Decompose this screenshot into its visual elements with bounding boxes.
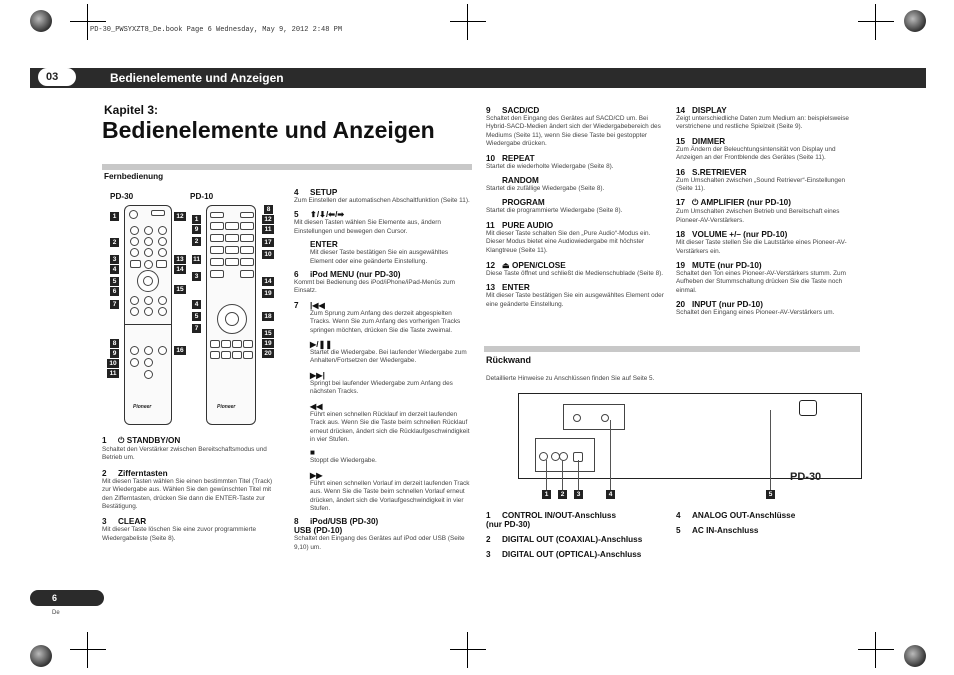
remote-pd30-illustration <box>124 205 172 425</box>
item-entry <box>294 401 472 445</box>
item-title-text: ANALOG OUT-Anschlüsse <box>692 511 796 520</box>
item-number: 5 <box>676 526 681 535</box>
callout-19: 19 <box>262 289 274 298</box>
item-title <box>676 198 860 208</box>
item-entry <box>676 511 856 520</box>
item-number: 6 <box>294 270 299 280</box>
rear-items-right <box>676 511 856 541</box>
callout-line <box>562 460 563 490</box>
item-entry <box>486 550 666 559</box>
item-description: Zeigt unterschiedliche Daten zum Medium an: beispielsweise verstrichene und restliche Spielzeit (Seite 9). <box>676 115 849 131</box>
page-title: Bedienelemente und Anzeigen <box>102 117 435 143</box>
item-title <box>486 198 664 207</box>
item-entry <box>676 168 860 194</box>
item-title <box>294 270 472 279</box>
item-list-col2 <box>294 188 472 556</box>
item-number: 1 <box>102 436 107 445</box>
item-entry <box>294 517 472 552</box>
item-entry <box>486 511 666 529</box>
item-title <box>486 283 664 292</box>
item-entry <box>486 260 664 278</box>
item-title-text: MUTE (nur PD-10) <box>692 261 762 271</box>
item-number: 20 <box>676 300 686 310</box>
item-title-text: INPUT (nur PD-10) <box>692 300 763 310</box>
item-title-text: Zifferntasten <box>118 468 168 478</box>
item-description: Zum Sprung zum Anfang des derzeit abgespielten Tracks. Wenn Sie zum Anfang des vorherigen Tracks springen möchten, drücken Sie die Taste zweimal. <box>310 309 461 334</box>
item-entry <box>676 137 860 163</box>
item-number: 5 <box>294 210 299 220</box>
remote-pd10-illustration <box>206 205 256 425</box>
callout-16: 16 <box>174 346 186 355</box>
item-title <box>486 154 664 163</box>
callout-6: 6 <box>110 287 119 296</box>
item-description: Zum Umschalten zwischen Betrieb und Bereitschaft eines Pioneer-AV-Verstärkers. <box>676 208 840 224</box>
item-description: Führt einen schnellen Vorlauf im derzeit laufenden Track aus. Wenn Sie die Taste beim schnellen Vorlauf erneut drücken, ändert sich die Vorlaufgeschwindigkeit in vier Stufen. <box>310 479 470 512</box>
item-title-text: DIGITAL OUT (OPTICAL)-Anschluss <box>502 550 642 559</box>
item-entry <box>102 517 278 543</box>
item-description: Zum Umschalten zwischen „Sound Retriever“-Einstellungen (Seite 11). <box>676 176 846 193</box>
item-number: 3 <box>102 517 107 527</box>
crop-mark <box>458 12 478 32</box>
item-description: Mit dieser Taste löschen Sie eine zuvor programmierte Wiedergabeliste (Seite 8). <box>102 526 257 542</box>
callout-14: 14 <box>174 265 186 274</box>
item-entry <box>486 221 664 255</box>
item-description: Springt bei laufender Wiedergabe zum Anfang des nächsten Tracks. <box>310 379 453 396</box>
callout-11: 11 <box>193 256 200 263</box>
item-title-text: ⬆/⬇/⬅/➡ <box>310 210 345 220</box>
callout-7: 7 <box>110 300 119 309</box>
rear-callout-1: 1 <box>542 490 551 499</box>
item-title <box>294 300 472 310</box>
item-entry <box>294 240 472 266</box>
rueckwand-note: Detaillierte Hinweise zu Anschlüssen finden Sie auf Seite 5. <box>486 375 655 382</box>
item-number: 4 <box>294 188 299 197</box>
item-title-text: VOLUME +/– (nur PD-10) <box>692 230 788 240</box>
item-title <box>676 106 860 115</box>
registration-ball <box>30 10 52 32</box>
callout-1: 1 <box>192 215 201 224</box>
item-description: Zum Ändern der Beleuchtungsintensität von Display und Anzeigen an der Frontblende des Gerätes (Seite 11). <box>676 145 836 162</box>
item-number: 9 <box>486 106 491 115</box>
chapter-number: 03 <box>46 71 59 83</box>
rear-callout-5: 5 <box>766 490 775 499</box>
callout-15: 15 <box>174 285 186 294</box>
item-description: Mit dieser Taste bestätigen Sie ein ausgewähltes Element oder eine geänderte Einstellung. <box>310 249 449 265</box>
item-title <box>676 261 860 270</box>
item-entry <box>102 469 278 512</box>
item-list-col4 <box>676 106 860 323</box>
rear-callout-2: 2 <box>558 490 567 499</box>
item-entry <box>294 370 472 397</box>
item-title <box>294 339 472 349</box>
callout-20: 20 <box>262 349 274 358</box>
item-number: 11 <box>486 220 495 230</box>
item-number: 2 <box>486 535 491 544</box>
callout-1: 1 <box>110 212 119 221</box>
item-title-text: ▶▶ <box>310 470 323 480</box>
callout-11: 11 <box>262 225 274 234</box>
item-title <box>486 260 664 270</box>
callout-5: 5 <box>192 312 201 321</box>
item-title-text: DIMMER <box>692 136 726 146</box>
item-description: Startet die programmierte Wiedergabe (Seite 8). <box>486 207 623 215</box>
item-title-text: AC IN-Anschluss <box>692 526 759 535</box>
item-entry <box>676 526 856 535</box>
item-title-text: DIGITAL OUT (COAXIAL)-Anschluss <box>502 535 643 544</box>
item-entry <box>486 176 664 193</box>
registration-ball <box>904 10 926 32</box>
item-entry <box>294 470 472 514</box>
section-heading-rueckwand: Rückwand <box>486 355 532 365</box>
callout-10: 10 <box>107 359 119 368</box>
item-title-text: iPod/USB (PD-30) USB (PD-10) <box>294 517 379 536</box>
remote-brand-logo: Pioneer <box>133 404 152 410</box>
remote-brand-logo: Pioneer <box>217 404 236 410</box>
callout-18: 18 <box>262 312 274 321</box>
item-description: Diese Taste öffnet und schließt die Medienschublade (Seite 8). <box>486 270 664 278</box>
item-title-text: ⏻ AMPLIFIER (nur PD-10) <box>692 198 791 208</box>
callout-line <box>770 410 771 490</box>
item-entry <box>294 209 472 236</box>
item-number: 15 <box>676 136 686 146</box>
item-title <box>486 535 666 544</box>
item-title-text: iPod MENU (nur PD-30) <box>310 270 401 280</box>
item-number: 12 <box>486 261 496 271</box>
item-title <box>486 106 664 115</box>
item-description: Mit dieser Taste bestätigen Sie ein ausgewähltes Element oder eine geänderte Einstellung. <box>486 292 664 308</box>
item-description: Mit diesen Tasten wählen Sie Elemente aus, ändern Einstellungen und bewegen den Cursor. <box>294 219 441 235</box>
item-number: 3 <box>486 550 491 559</box>
item-title <box>486 550 666 559</box>
item-title-text: PURE AUDIO <box>502 220 554 230</box>
item-number: 13 <box>486 283 496 293</box>
rear-callout-3: 3 <box>574 490 583 499</box>
callout-15: 15 <box>262 329 274 338</box>
item-title-text: ENTER <box>502 283 530 293</box>
item-title-text: ◀◀ <box>310 401 323 411</box>
label-pd30: PD-30 <box>110 192 134 201</box>
callout-19: 19 <box>262 339 274 348</box>
crop-mark <box>866 12 886 32</box>
item-description: Kommt bei Bedienung des iPod/iPhone/iPad-Menüs zum Einsatz. <box>294 279 455 295</box>
item-title-text: ▶▶| <box>310 370 325 380</box>
callout-2: 2 <box>192 237 201 246</box>
item-title-text: ⏏ OPEN/CLOSE <box>502 261 566 271</box>
section-divider <box>484 346 860 352</box>
item-title <box>676 137 860 146</box>
item-title <box>294 240 472 249</box>
item-number: 16 <box>676 167 686 177</box>
item-description: Schaltet den Eingang des Gerätes auf iPod oder USB (Seite 9,10) um. <box>294 535 465 551</box>
item-description: Mit dieser Taste schalten Sie den „Pure Audio“-Modus ein. Dieser Modus bietet eine Audiowiedergabe mit höchster Klangtreue (Seite 11). <box>486 229 651 254</box>
item-number: 14 <box>676 106 686 115</box>
item-description: Startet die wiederholte Wiedergabe (Seite 8). <box>486 162 614 170</box>
item-title <box>676 511 856 520</box>
item-number: 17 <box>676 198 686 208</box>
callout-12: 12 <box>262 215 274 224</box>
item-entry <box>676 106 860 132</box>
section-divider <box>102 164 472 170</box>
item-description: Startet die zufällige Wiedergabe (Seite 8). <box>486 185 605 193</box>
item-description: Schaltet den Eingang des Gerätes auf SACD/CD um. Bei Hybrid-SACD-Medien ändert sich der Wiedergabebereich des Mediums (Seite 11), wenn Sie diese Taste bei gestoppter Wiedergabe drücken. <box>486 115 661 148</box>
item-description: Startet die Wiedergabe. Bei laufender Wiedergabe zum Anhalten/Fortsetzen der Wiedergabe. <box>310 349 467 365</box>
item-description: Mit dieser Taste stellen Sie die Lautstärke eines Pioneer-AV-Verstärkers ein. <box>676 239 847 255</box>
item-entry <box>676 261 860 295</box>
page-number: 6 <box>52 593 58 603</box>
item-title <box>294 209 472 219</box>
item-title-text: SETUP <box>310 188 338 197</box>
callout-7: 7 <box>192 324 201 333</box>
item-entry <box>294 339 472 366</box>
item-number: 18 <box>676 230 686 240</box>
callout-8: 8 <box>110 339 119 348</box>
callout-10: 10 <box>262 250 274 259</box>
item-entry <box>676 230 860 256</box>
callout-5: 5 <box>110 277 119 286</box>
callout-line <box>610 420 611 490</box>
item-entry <box>294 300 472 335</box>
item-entry <box>486 106 664 149</box>
item-title-text: CLEAR <box>118 517 147 527</box>
item-entry <box>102 436 278 463</box>
item-entry <box>676 198 860 225</box>
callout-3: 3 <box>192 272 201 281</box>
callout-12: 12 <box>174 212 186 221</box>
item-title <box>102 517 278 526</box>
item-title-text: |◀◀ <box>310 300 325 310</box>
item-entry <box>294 448 472 465</box>
crop-mark <box>866 640 886 660</box>
item-description: Zum Einstellen der automatischen Abschaltfunktion (Seite 11). <box>294 197 470 204</box>
rear-items-left <box>486 511 666 565</box>
crop-mark <box>458 640 478 660</box>
item-entry <box>486 154 664 171</box>
item-title <box>294 517 472 535</box>
item-description: Stoppt die Wiedergabe. <box>310 457 377 465</box>
item-title <box>676 526 856 535</box>
item-number: 1 <box>486 511 491 520</box>
item-number: 19 <box>676 261 686 271</box>
item-title <box>294 401 472 411</box>
kapitel-label: Kapitel 3: <box>104 103 159 117</box>
callout-17: 17 <box>262 238 274 247</box>
item-entry <box>486 198 664 215</box>
page-language: De <box>52 610 60 616</box>
item-title-text: ENTER <box>310 240 338 250</box>
item-title <box>486 176 664 185</box>
item-description: Schaltet den Verstärker zwischen Bereitschaftsmodus und Betrieb um. <box>102 446 267 462</box>
item-title <box>486 221 664 230</box>
item-title <box>294 470 472 480</box>
rear-panel-illustration <box>518 393 862 479</box>
print-header: PD-30_PWSYXZT8_De.book Page 6 Wednesday, May 9, 2012 2:48 PM <box>90 26 343 34</box>
item-title-text: S.RETRIEVER <box>692 167 747 177</box>
item-title-text: ⏻ STANDBY/ON <box>118 436 181 445</box>
callout-3: 3 <box>110 255 119 264</box>
registration-ball <box>30 645 52 667</box>
item-title-text: SACD/CD <box>502 106 540 115</box>
item-entry <box>486 283 664 309</box>
callout-line <box>578 460 579 490</box>
item-title <box>486 511 666 529</box>
registration-ball <box>904 645 926 667</box>
item-description: Schaltet den Eingang eines Pioneer-AV-Verstärkers um. <box>676 309 835 317</box>
item-list-col1 <box>102 436 278 549</box>
item-title <box>294 448 472 457</box>
callout-4: 4 <box>192 300 201 309</box>
rear-model-label: PD-30 <box>790 471 822 483</box>
section-heading-fernbedienung: Fernbedienung <box>104 172 164 181</box>
callout-4: 4 <box>110 265 119 274</box>
item-title-text: REPEAT <box>502 153 535 163</box>
chapter-title: Bedienelemente und Anzeigen <box>110 71 284 85</box>
item-title <box>676 300 860 309</box>
callout-13: 13 <box>174 255 186 264</box>
callout-9: 9 <box>110 349 119 358</box>
item-list-col3 <box>486 106 664 314</box>
item-title <box>294 370 472 380</box>
crop-mark <box>78 640 98 660</box>
item-entry <box>676 300 860 317</box>
item-description: Mit diesen Tasten wählen Sie einen bestimmten Titel (Track) zur Wiedergabe aus. Wählen Sie den gewünschten Titel mit den Zifferntasten, drücken Sie dann die ENTER-Taste zur Bestätigung. <box>102 477 273 511</box>
item-number: 8 <box>294 517 299 527</box>
item-number: 7 <box>294 300 299 310</box>
item-entry <box>294 188 472 205</box>
callout-14: 14 <box>262 277 274 286</box>
item-title-text: RANDOM <box>502 176 539 186</box>
rear-callout-4: 4 <box>606 490 615 499</box>
item-title <box>102 436 278 446</box>
item-number: 4 <box>676 511 681 520</box>
item-entry <box>294 270 472 296</box>
item-title <box>676 230 860 239</box>
callout-line <box>546 460 547 490</box>
page-number-badge <box>30 590 104 606</box>
item-description: Schaltet den Ton eines Pioneer-AV-Verstärkers stumm. Zum Aufheben der Stummschaltung drücken Sie die Taste noch einmal. <box>676 270 846 294</box>
item-entry <box>486 535 666 544</box>
item-number: 2 <box>102 468 107 478</box>
item-title <box>294 188 472 197</box>
callout-8: 8 <box>264 205 273 214</box>
item-title-text: CONTROL IN/OUT-Anschluss (nur PD-30) <box>486 511 617 529</box>
item-description: Führt einen schnellen Rücklauf im derzeit laufenden Track aus. Wenn Sie die Taste beim schnellen Rücklauf erneut drücken, ändert sich die Rücklaufgeschwindigkeit in vier Stufen. <box>310 410 470 443</box>
item-title <box>102 469 278 478</box>
item-title-text: PROGRAM <box>502 198 545 208</box>
item-number: 10 <box>486 153 496 163</box>
item-title-text: DISPLAY <box>692 106 727 115</box>
label-pd10: PD-10 <box>190 192 214 201</box>
item-title-text: ▶/❚❚ <box>310 340 333 350</box>
item-title-text: ■ <box>310 448 315 458</box>
item-title <box>676 168 860 177</box>
callout-9: 9 <box>192 225 201 234</box>
callout-2: 2 <box>110 238 119 247</box>
crop-mark <box>78 12 98 32</box>
callout-11: 11 <box>107 369 119 378</box>
